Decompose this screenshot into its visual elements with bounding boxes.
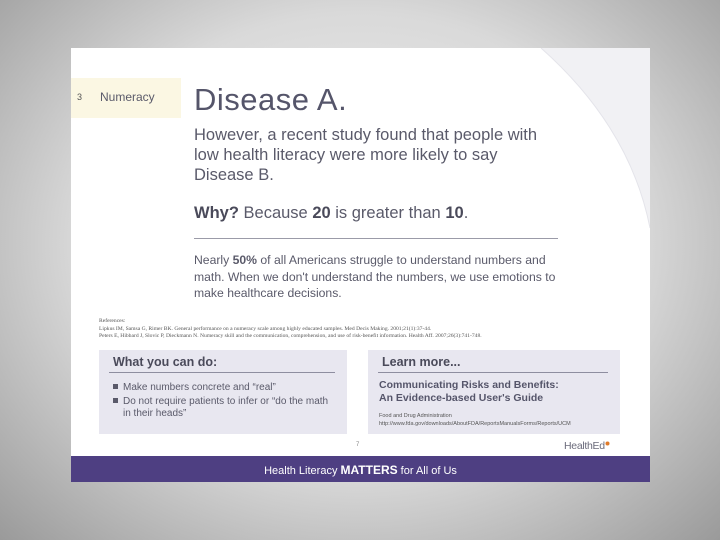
why-end: . [463,204,469,222]
why-num-b: 10 [445,204,464,222]
reference-2: Peters E, Hibbard J, Slovic P, Dieckmann N. Numeracy skill and the communication, comprehension, and use of risk-benefit information. Health Aff. 2007;26(3):741-748. [99,333,482,339]
logo-mark-icon [605,441,610,446]
why-num-a: 20 [312,204,331,222]
stat-pct: 50% [232,253,258,267]
slide-title: Disease A. [194,82,348,117]
section-label: Numeracy [100,90,155,104]
section-tab [71,78,181,118]
resource-title[interactable]: Communicating Risks and Benefits: An Evidence-based User's Guide [379,379,559,404]
what-you-can-do-box [99,350,347,434]
list-item: Make numbers concrete and “real” [113,382,343,394]
why-text-2: is greater than [330,204,446,222]
stat-pre: Nearly [194,253,233,267]
stat-paragraph [194,252,574,302]
page-number: 7 [356,442,360,448]
references-label: References: [99,318,126,324]
footer-bar [71,456,650,482]
resource-source: Food and Drug Administration http://www.fda.gov/downloads/AboutFDA/ReportsManualsForms/Reports/UCM [379,413,571,427]
box-divider [378,372,608,373]
slide [71,48,650,482]
box-divider [109,372,335,373]
resource-link[interactable]: http://www.fda.gov/downloads/AboutFDA/ReportsManualsForms/Reports/UCM [379,420,571,427]
why-lead: Why? [194,204,239,222]
learn-more-box [368,350,620,434]
references [99,318,619,341]
why-statement [194,204,468,223]
divider [194,238,558,239]
bullet-icon [113,398,118,403]
learn-more-heading: Learn more... [382,355,461,369]
section-number: 3 [77,92,83,102]
reference-1: Lipkus IM, Samsa G, Rimer BK. General performance on a numeracy scale among highly educated samples. Med Decis Making. 2001;21(1):37-44. [99,325,432,332]
bullet-icon [113,384,118,389]
healthed-logo: HealthEd [564,440,605,452]
what-you-can-do-heading: What you can do: [113,355,218,369]
footer-text: Health Literacy MATTERS for All of Us [264,463,457,477]
list-item: Do not require patients to infer or “do the math in their heads” [113,396,333,420]
study-paragraph: However, a recent study found that people with low health literacy were more likely to say Disease B. [194,126,538,184]
stat-post: of all Americans struggle to understand numbers and math. When we don't understand the numbers, we use emotions to make healthcare decisions. [194,253,556,300]
why-text-1: Because [238,204,313,222]
